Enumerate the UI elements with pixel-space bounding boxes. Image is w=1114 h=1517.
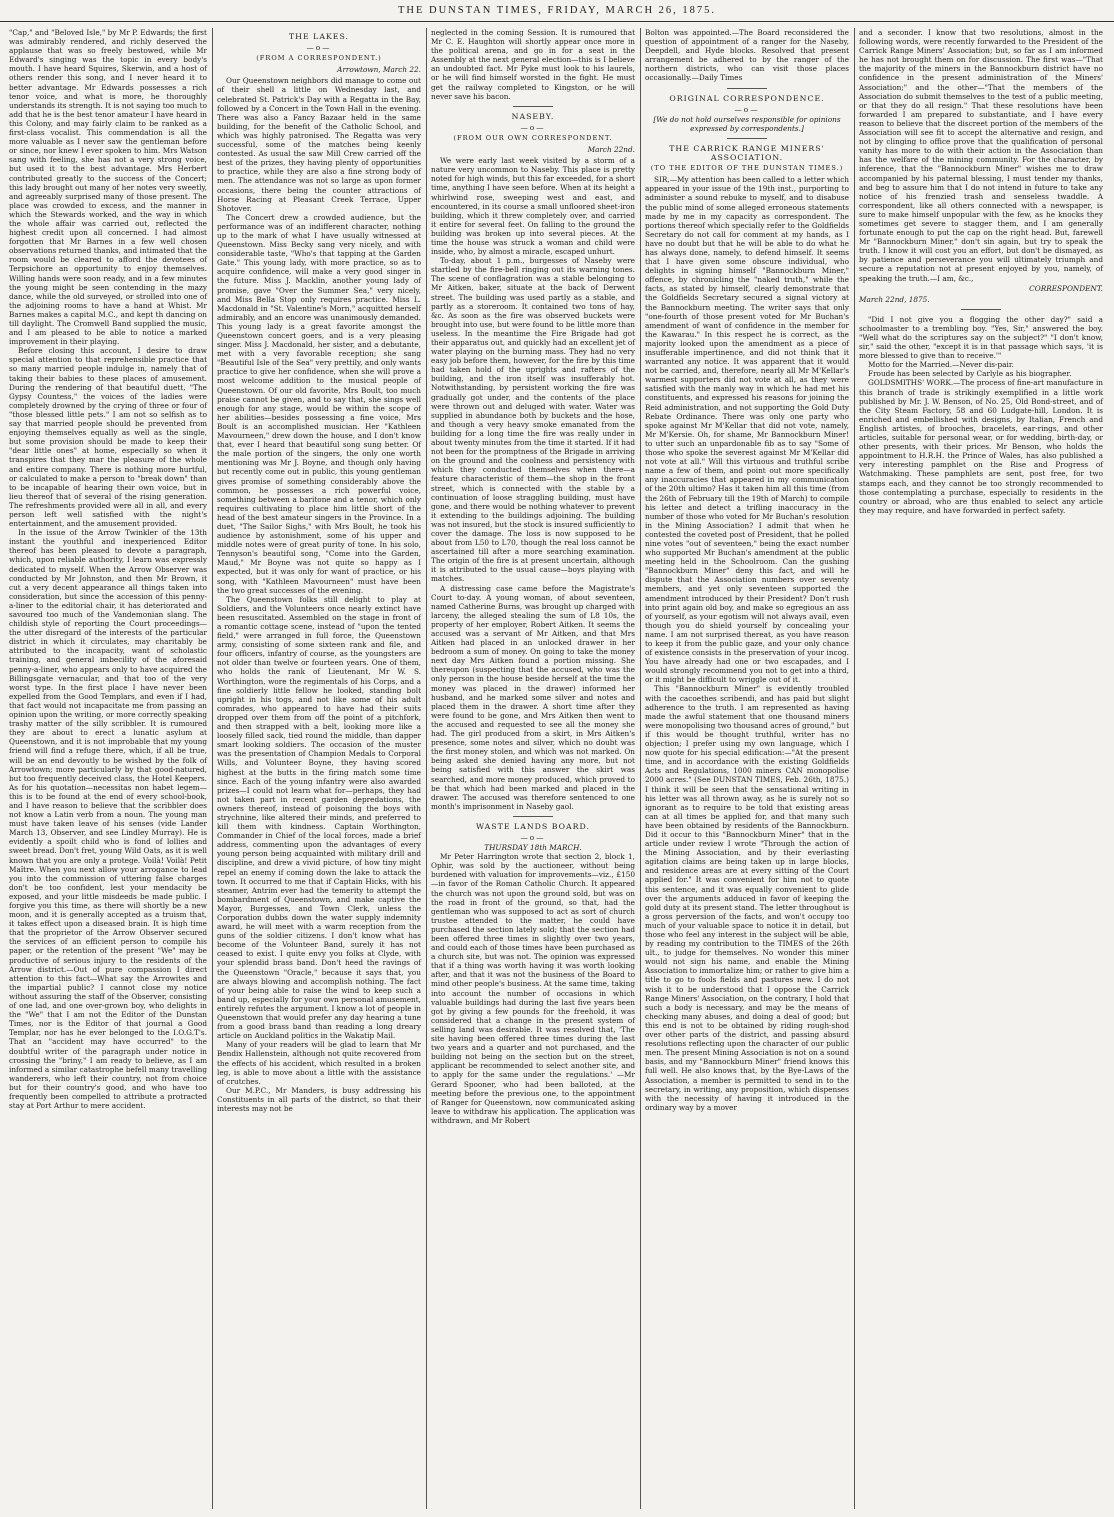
col5-para-5: GOLDSMITHS' WORK.—The process of fine-art manufacture in this branch of trade is strikingly exemplified in a little work published by Mr. J. W. Benson, of No. 25, Old Bond-street, and of the City Steam Factory, 58 and 60 Ludgate-hill, London. It is enriched and embellished with designs, by Italian, French and English artistes, of brooches, bracelets, ear-rings, and other articles, suitable for personal wear, or for wedding, birth-day, or other presents, with their prices. Mr Benson, who holds the appointment to H.R.H. the Prince of Wales, has also published a very interesting pamphlet on the Rise and Progress of Watchmaking. These pamphlets are sent, post free, for two stamps each, and they cannot be too strongly recommended to those contemplating a purchase, especially to residents in the country or abroad, who are thus enabled to select any article they may require, and have forwarded in perfect safety. [859,378,1103,515]
lakes-para-1: Our Queenstown neighbors did manage to come out of their shell a little on Wednesday last, and celebrated St. Patrick's Day with a Regatta in the Bay, followed by a Concert in the Town Hall in the evening. There was also a Fancy Bazaar held in the same building, for the benefit of the Catholic School, and which was highly patronised. The Regatta was very successful, some of the matches being keenly contested. As usual the saw Mill Crew carried off the best of the prizes, they having plenty of opportunities to practice, while they are also a fine strong body of men. The attendance was not so large as upon former occasions, there being the counter attractions of Horse Racing at Pleasant Creek Terrace, Upper Shotover. [217,76,421,213]
divider: —o— [734,104,760,114]
divider: —o— [306,43,332,53]
correspondence-heading: ORIGINAL CORRESPONDENCE. [669,93,825,103]
divider [513,816,553,817]
lakes-para-5: Our M.P.C., Mr Manders, is busy addressing his Constituents in all parts of the district, so that their interests may not be [217,1085,421,1113]
col3-top-para: neglected in the coming Session. It is rumoured that Mr C. E. Haughton will shortly appear once more in the political arena, and go in for a seat in the Assembly at the next general election—this is I believe an undoubted fact. Mr Pyke must look to his laurels, or he will find himself worsted in the fight. He must get the railway completed to Kingston, or he will never save his bacon. [431,28,635,101]
column-rule [212,28,213,1509]
column-1 [6,28,210,1511]
divider [961,309,1001,310]
miners-heading: THE CARRICK RANGE MINERS' ASSOCIATION. [669,143,825,163]
divider [513,106,553,107]
lakes-para-2: The Concert drew a crowded audience, but the performance was of an indifferent character, nothing up to the mark of what I have usually witnessed at Queenstown. Miss Becky sang very nicely, and with considerable taste, "Who's that tapping at the Garden Gate." This young lady, with more practice, so as to acquire confidence, will make a very good singer in the future. Miss J. Macklin, another young lady of promise, gave "Over the Summer Sea," very nicely, and Miss Bella Stop only requires practice. Miss L. Macdonald in "St. Valentine's Morn," acquitted herself admirably, and an encore was unanimously demanded. This young lady is a great favorite amongst the Queenstown concert goers, and is a very pleasing singer. Miss J. Macdonald, her sister, and a debutante, met with a very favorable reception; she sang "Beautiful Isle of the Sea" very prettily, and only wants practice to give her confidence, when she will prove a most welcome addition to the musical people of Queenstown. Of our old favorite, Mrs Boult, too much praise cannot be given, and to say that, she sings well enough for any stage, would be within the scope of her abilities—besides possessing a fine voice, Mrs Boult is an accomplished musician. Her "Kathleen Mavourneen," drew down the house, and I don't know that, ever I heard that beautiful song sung better. Of the male portion of the singers, the only one worth mentioning was Mr J. Boyne, and though only having but recently come out in public, this young gentleman gives promise of something considerably above the common, he possesses a rich powerful voice, something between a baritone and a tenor, which only requires cultivating to place him little short of the head of the best amateur singers in the Province. In a duet, "The Sailor Sighs," with Mrs Boult, he took his audience by astonishment, some of his upper and middle notes were of great purity of tone. In his solo, Tennyson's beautiful song, "Come into the Garden, Maud," Mr Boyne was not quite so happy as I expected, but it was only for want of practice, or his song, with "Kathleen Mavourneen" must have been the two great successes of the evening. [217,212,421,595]
naseby-heading: NASEBY. [511,111,555,121]
col4-top-para: Bolton was appointed.—The Board reconsidered the question of appointment of a ranger for the Naseby, Deepdell, and Hyde blocks. Resolved that present arrangement be adhered to by the ranger of the northern districts, who can visit those places occasionally.—Daily Times [645,28,849,83]
naseby-byline: (FROM OUR OWN CORRESPONDENT. [453,133,613,142]
divider: —o— [520,122,546,132]
lakes-dateline: Arrowtown, March 22. [337,65,421,75]
col1-para-2: Before closing this account, I desire to draw special attention to that reprehensible practice that so many married people indulge in, namely that of taking their babies to these places of amusement. During the rendering of that beautiful duett, "The Gypsy Countess," the voices of the ladies were completely drowned by the crying of three or four of "those blessed little pets." I am not so selfish as to say that married people should be prevented from enjoying themselves equally as well as the single, but some provision should be made to keep their "dear little ones" at home, especially so when it transpires that they mar the pleasure of the whole and entire company. There is nothing more hurtful, or calculated to make a person to "break down" than to be incapable of hearing their own voice, but in lieu thereof that of several of the rising generation. The refreshments provided were all in all, and every person left well satisfied with the night's entertainment, and the amusement provided. [9,346,207,529]
lakes-para-3: The Queenstown folks still delight to play at Soldiers, and the Volunteers once nearly extinct have been resuscitated. Assembled on the stage in front of a romantic cottage scene, instead of "upon the tented field," were arranged in full force, the Queenstown army, consisting of some sixteen rank and file, and four officers, infantry of course, as the youngsters are not older than twelve or fourteen years. One of them, who holds the rank of Lieutenant, Mr W. S. Worthington, wore the regimentals of his Corps, and a fine soldierly little fellow he looked, standing bolt upright in his togs, and not like some of his adult comrades, who appeared to have had their suits dropped over them from off the point of a pitchfork, and then strapped with a belt, looking more like a loosely filled sack, tied round the middle, than dapper smart looking soldiers. The occasion of the muster was the presentation of Champion Medals to Corporal Wills, and Volunteer Boyne, they having scored highest at the butts in the firing match some time since. Each of the young infantry were also awarded prizes—I could not learn what for—perhaps, they had not taken part in recent garden depredations, the owners thereof, instead of poisoning the boys with strychnine, like altered their minds, and preferred to kill them with kindness. Captain Worthington, Commander in Chief of the local forces, made a brief address, commenting upon the advantages of every young person being acquainted with military drill and discipline, and drew a vivid picture, of how tiny might repel an enemy if coming down the lake to attack the town. It occurred to me that if Captain Hicks, with his steamer, Antrim ever had the temerity to attempt the bombardment of Queenstown, and make captive the Mayor, Burgesses, and Town Clerk, unless the Corporation dubbs down the water supply indemnity award, he will meet with a warm reception from the guns of the soldier citizens. I don't know what has become of the Volunteer Band, surely it has not ceased to exist. I quite envy you folks at Clyde, with your splendid brass band. Don't heed the ravings of the Queenstown "Oracle," because it says that, you are always blowing and accomplish nothing. The fact of your being able to raise the wind to keep such a band up, especially for your own personal amusement, entirely refutes the argument. I know a lot of people in Queenstown that would prefer any day hearing a tune from a good brass band than reading a long dreary article on Auckland politics in the Wakatip Mail. [217,594,421,1041]
lakes-byline: (FROM A CORRESPONDENT.) [256,54,382,63]
column-5 [856,28,1106,1511]
miners-to-editor: (TO THE EDITOR OF THE DUNSTAN TIMES.) [650,164,844,173]
lakes-para-4: Many of your readers will be glad to learn that Mr Bendix Hallenstein, although not quite recovered from the effects of his accident, which resulted in a broken leg, is able to move about a little with the assistance of crutches. [217,1040,421,1086]
miners-para-2: This "Bannockburn Miner" is evidently troubled with the cacoethes scribendi, and has paid but slight adherence to the truth. I am represented as having made the awful statement that one thousand miners were monopolising two thousand acres of ground," but if this would be thought truthful, writer has no objection; I prefer using my own language, which I now quote for his special edification:—"At the present time, and in accordance with the existing Goldfields Acts and Regulations, 1000 miners CAN monopolise 2000 acres." (See DUNSTAN TIMES, Feb. 26th, 1875.) I think it will be seen that the sensational writing in his letter was all thrown away, as he is surely not so ignorant as to require to be told that existing areas can at all times be applied for, and that many such have been obtained by residents of the Bannockburn. Did it occur to this "Bannockburn Miner" that in the article under review I wrote "Through the action of the Mining Association, and by their everlasting agitation claims are being taken up in large blocks, and residence areas are at every sitting of the Court applied for." It was convenient for him not to quote this sentence, and it was equally convenient to glide over the arguments adduced in favor of keeping the gold duty at its present stand. The letter throughout is a gross perversion of the facts, and won't occupy too much of your valuable space to notice it in detail, but those who feel any interest in the subject will be able, by reading my contribution to the TIMES of the 26th ult., to judge for themselves. No wonder this miner would not sign his name, and enable the Mining Association to immortalize him; or rather to give him a title to go to fools fields and pastures new. I do not wish it to be understood that I oppose the Carrick Range Miners' Association, on the contrary, I hold that such a body is necessary, and may be the means of checking many abuses, and doing a deal of good; but this end is not to be obtained by riding rough-shod over other parts of the district, and passing absurd resolutions reflecting upon the character of our public men. The present Mining Association is not on a sound basis, and my "Bannockburn Miner" friend knows this full well. He also knows that, by the Bye-Laws of the Association, a member is permitted to send in to the secretary, in writing, any proposition, which dispenses with the necessity of having it introduced in the ordinary way by a mover [645,684,849,1112]
naseby-para-2: To-day, about 1 p.m., burgesses of Naseby were startled by the fire-bell ringing out its warning tones. The scene of conflagration was a stable belonging to Mr Aitken, baker, situate at the back of Derwent street. The building was used partly as a stable, and partly as a storeroom. It contained two tons of hay, &c. As soon as the fire was observed buckets were brought into use, but were found to be little more than useless. In the meantime the Fire Brigade had got their apparatus out, and quickly had an excellent jet of water playing on the burning mass. They had no very easy job before them, however, for the fire by this time had taken hold of the uprights and rafters of the building, and the iron itself was insufferably hot. Notwithstanding, by persistent working the fire was gradually got under, and the contents of the place were thrown out and deluged with water. Water was supplied in abundance both by buckets and the hose, and though a very heavy smoke emanated from the building for a long time the fire was really under in about twenty minutes from the time it started. If it had not been for the promptness of the Brigade in arriving on the ground and the coolness and persistency with which they conducted themselves when there—a feature characteristic of them—the shop in the front street, which is connected with the stable by a continuation of loose straggling building, must have gone, and there would be nothing whatever to prevent it extending to the buildings adjoining. The building was not insured, but the stock is insured sufficiently to cover the damage. The loss is now supposed to be about from L50 to L70, though the real loss cannot be ascertained till after a more searching examination. The origin of the fire is at present uncertain, although it is attributed to the usual cause—boys playing with matches. [431,256,635,584]
col5-para-3: Motto for the Married.—Never dis-pair. [868,360,1014,370]
divider [727,138,767,139]
waste-lands-para: Mr Peter Harrington wrote that section 2, block 1, Ophir, was sold by the auctioneer, without being burdened with valuation for improvements—viz., £150—in favor of the Roman Catholic Church. It appeared the church was not upon the ground sold, but was on the road in front of the ground, so that, had the gentleman who was supposed to act as sort of church trustee attended to the matter, he could have purchased the section lately sold; that the section had been offered three times in slightly over two years, and could each of those times have been purchased as a church site, but was not. The opinion was expressed that if a thing was worth having it was worth looking after, and that it was not the business of the Board to mind other people's business. At the same time, taking into account the number of occasions in which valuable buildings had during the last five years been got by giving a few pounds for the freehold, it was considered that a change in the present system of selling land was desirable. It was resolved that, 'The site having been offered three times during the last two years and a quarter and not purchased, and the building not being on the section but on the street, applicant be recommended to select another site, and to apply for the same under the regulations.' —Mr Gerard Spooner, who had been balloted, at the meeting before the previous one, to the appointment of Ranger for Queenstown, now communicated asking leave to withdraw his application. The application was withdrawn, and Mr Robert [431,852,635,1125]
col5-para-2: "Did I not give you a flogging the other day?" said a schoolmaster to a trembling boy. "Yes, Sir," answered the boy. "Well what do the scriptures say on the subject?" "I don't know, sir," said the other, "except it is in that passage which says, 'it is more blessed to give than to receive.'" [859,314,1103,361]
waste-lands-dateline: THURSDAY 18th MARCH. [484,843,582,853]
divider: —o— [520,832,546,842]
naseby-para-3: A distressing case came before the Magistrate's Court to-day. A young woman, of about seventeen, named Catherine Burns, was brought up charged with larceny, the alleged stealing the sum of L8 10s, the property of her employer, Robert Aitken. It seems the accused was a servant of Mr Aitken, and that Mrs Aitken had placed in an unlocked drawer in her bedroom a sum of money. On going to take the money next day Mrs Aitken found a portion missing. She thereupon (suspecting that the accused, who was the only person in the house beside herself at the time the money was placed in the drawer) informed her husband, and he marked some silver and notes and placed them in the drawer. A short time after they were found to be gone, and Mrs Aitken then went to the accused and requested to see all the money she had. The girl produced from a skirt, in Mrs Aitken's presence, some notes and silver, which no doubt was the first money stolen, and which was not marked. On being asked she denied having any more, but not being satisfied with this answer the skirt was searched, and more money produced, which proved to be that which had been marked and placed in the drawer. The accused was therefore sentenced to one month's imprisonment in Naseby gaol. [431,583,635,811]
correspondent-signoff: CORRESPONDENT. [1029,283,1103,293]
column-4 [642,28,852,1511]
divider [727,88,767,89]
col1-para-1: "Cap," and "Beloved Isle," by Mr P. Edwards; the first was admirably rendered, and richly deserved the applause that was so freely bestowed, while Mr Edward's singing was the topic in every body's mouth. I have heard Squires, Skerwin, and a host of others render this song, and I never heard it to better advantage. Mr Edwards possesses a rich tenor voice, and what is more, he thoroughly understands its strength. It is not saying too much to add that he is the best tenor amateur I have heard in this Colony, and may fairly claim to be ranked as a first-class vocalist. This commendation is all the more valuable as I never saw the gentleman before or since, nor knew I ever spoken to him. Mrs Watson sang with feeling, she has not a very strong voice, but used it to the best advantage. Mrs Herbert contributed greatly to the success of the Concert; this lady brought out many of her notes very sweetly, and agreeably surprised many of those present. The place was crowded to excess, and the manner in which the Stewards worked, and the way in which the whole affair was carried out, reflected the highest credit upon all concerned. I had almost forgotten that Mr Barnes in a few well chosen observations returned thanks, and intimated that the room would be cleared to afford the devotees of Terpsichore an opportunity to enjoy themselves. Willing hands were soon ready, and in a few minutes the young might be seen contending in the mazy dance, while the old surveyed, or strolled into one of the adjoining rooms to have a hand at Whist. Mr Barnes makes a capital M.C., and kept th dancing on till daylight. The Cromwell Band supplied the music, and I am pleased to be able to notice a marked improvement in their playing. [9,28,207,347]
column-rule [854,28,855,1509]
col5-para-1: and a seconder. I know that two resolutions, almost in the following words, were recently forwarded to the President of the Carrick Range Miners' Association; but, so far as I am informed he has not brought them on for discussion. The first was—"That the majority of the miners in the Bannockburn district have no confidence in the present administration of the Miners' Association;" and the other—"That the members of the Association do submit themselves to the test of a public meeting, or that they do all resign." That these resolutions have been forwarded I am prepared to substantiate, and I have every reason to believe that the discreet portion of the members of the Association will see fit to accept the alternative and resign, and not by clinging to office prove that the qualification of personal vanity has more to do with their action in the Association than has the welfare of the mining community. For the character, by inference, that the "Bannockburn Miner" wishes me to draw accompanied by his paternal blessing, I must tender my thanks, and beg to assure him that I do not intend in future to take any notice of his frenzied trash and senseless twaddle. A correspondent, like all others connected with a newspaper, is sure to make himself unpopular with the few, as he knocks they sometimes get severe to stagger them, and I am generally fortunate enough to put the cap on the right head. But, farewell Mr "Bannockburn Miner," don't sin again, but try to speak the truth. I know it will cost you an effort, but don't be dismayed, as by patience and perseverance you will ultimately triumph and secure a reputation not at present enjoyed by you, namely, of speaking the truth.—I am, &c., [859,28,1103,283]
masthead [0,0,1114,22]
lakes-heading: THE LAKES. [288,32,350,41]
correspondence-disclaimer: [We do not hold ourselves responsible for opinions expressed by correspondents.] [653,114,841,133]
miners-para-1: SIR,—My attention has been called to a letter which appeared in your issue of the 19th inst., purporting to administer a sound rebuke to myself, and to disabuse the public mind of some alleged erroneous statements made by me in my capacity as correspondent. The portions thereof which specially refer to the Goldfields Secretary do not call for comment at my hands, as I have no doubt but that he will be able to do what he has always done, namely, to defend himself. It seems that I have given some obscure individual, who delights in signing himself "Bannockburn Miner," offence, by chronicling the "naked truth," while the facts, as stated by himself, clearly demonstrate that the Goldfields Secretary secured a signal victory at the Bannockburn meeting. The writer says that only "one-fourth of those present voted for Mr Buchan's amendment of want of confidence in the member for the Kawarau." In this respect he is correct, as the majority looked upon the amendment as a piece of insufferable impertinence, and did not think that it warranted any notice. It was apparent that it would not be carried, and, therefore, nearly all Mr M'Kellar's warmest supporters did not vote at all, as they were satisfied with the manly way in which he had met his constituents, and expressed his reasons for joining the Reid administration, and not supporting the Gold Duty Rebate Ordinance. There was only one party who spoke against Mr M'Kellar that did not vote, namely, Mr M'Kersie. Oh, for shame, Mr Bannockburn Miner! to utter such an unpardonable fib as to say "Some of those who spoke the severest against Mr M'Kellar did not vote at all." Will this virtuous and truthful scribe name a few of them, and point out more specifically any inaccuracies that appeared in my communication of the 20th ultimo? Has it taken him all this time (from the 26th of February till the 19th of March) to compile his letter and detect a trifling inaccuracy in the number of those who voted for Mr Buchan's resolution in the Mining Association? I admit that when he contested the coveted post of President, that he polled nine votes "out of seventeen," being the exact number who supported Mr Buchan's amendment at the public meeting held in the Schoolroom. Can the gushing "Bannockburn Miner" deny this fact, and will he dispute that the Association numbers over seventy members, and yet only seventeen supported the amendment introduced by their President? Don't rush into print again old boy, and make so egregious an ass of yourself, as your egotism will not always avail, even though you do shield yourself by concealing your name. I am not surprised thereat, as you have reason to keep it from the public gaze, and your only chance of existence consists in the preservation of your incog. You have already had one or two escapades, and I would strongly recommend you not to get into a third, or it might be difficult to wriggle out of it. [645,175,849,685]
naseby-dateline: March 22nd. [587,145,635,155]
column-2 [214,28,424,1511]
waste-lands-heading: WASTE LANDS BOARD. [476,821,590,831]
col5-para-4: Froude has been selected by Carlyle as his biographer. [868,369,1072,379]
col1-para-3: In the issue of the Arrow Twinkler of the 13th instant the youthful and inexperienced Editor thereof has been pleased to devote a paragraph, which, upon reliable authority, I learn was expressly dedicated to myself. When the Arrow Observer was conducted by Mr Johnston, and then Mr Brown, it cut a very decent appearance all things taken into consideration, but since the accession of this penny-a-liner to the editorial chair, it has deteriorated and savoured too much of the Vandemonian slang. The childish style of reporting the Court proceedings—the utter disregard of the interests of the particular district in which it circulates, may charitably be attributed to the incapacity, want of scholastic training, and general imbecility of the aforesaid penny-a-liner, who appears only to have acquired the Billingsgate vernacular, and that too of the very worst type. In the first place I have never been expelled from the Good Templars, and even if I had, that fact would not incapacitate me from passing an opinion upon the writing, or more correctly speaking trashy matter of the silly scribbler. It is rumoured they are about to erect a lunatic asylum at Queenstown, and it is not improbable that my young friend will find a refuge there, which, if all be true, will be an end devoutly to be wished by the folk of Arrowtown; more particularly by that good-natured, but too frequently deceived class, the Hotel Keepers. As for his quotation—necessitas non habet legem—this is to be found at the end of every school-book, and I have reason to believe that the scribbler does not know a Latin verb from a noun. The young man must have taken leave of his senses (vide Lander March 13, Observer, and see Lindley Murray). He is evidently a spoilt child who is fond of lollies and sweet bread. Don't fret, young Wild Oats, as it is well known that you are only a protege. Voilà! Voilà! Petit Maître. When you next allow your arrogance to lead you into the commission of uttering false charges don't be too confident, lest your mendacity be exposed, and your little misdeeds be made public. I forgive you this time, as there will shortly be a new moon, and it is generally accepted as a truism that, it takes effect upon a diseased brain. It is high time that the proprietor of the Arrow Observer secured the services of an efficient person to compile his paper, or the retention of the present "We" may be productive of serious injury to the residents of the Arrow district.—Out of pure compassion I direct attention to this fact—What say the Arrowites and the impartial public? I cannot close my notice without assuring the staff of the Observer, consisting of one lad, and one over-grown boy, who delights in the "We" that I am not the Editor of the Dunstan Times, nor is the Editor of that journal a Good Templar, nor has he ever belonged to the I.O.G.T's. That an "accident may have occurred" to the doubtful writer of the paragraph under notice in crossing the "briny," I am ready to believe, as I am informed a similar catastrophe befell many travelling wanderers, who left their country, not from choice but for their country's good, and who have too frequently been compelled to attribute a protracted stay at Port Arthur to mere accident. [9,528,207,1111]
masthead-title: THE DUNSTAN TIMES, FRIDAY, MARCH 26, 1875. [397,5,717,16]
column-rule [426,28,427,1509]
correspondent-date: March 22nd, 1875. [859,294,930,304]
column-3 [428,28,638,1511]
column-rule [640,28,641,1509]
naseby-para-1: We were early last week visited by a storm of a nature very uncommon to Naseby. This place is pretty noted for high winds, but this far exceeded, for a short time, anything I have seen before. When at its height a whirlwind rose, sweeping west and east, and encountered, in its course a small unfloored sheet-iron building, which it threw completely over, and carried it entire for several feet. On falling to the ground the building was broken up into several pieces. At the time the house was struck a woman and child were inside, who, by almost a miracle, escaped unhurt. [431,156,635,257]
